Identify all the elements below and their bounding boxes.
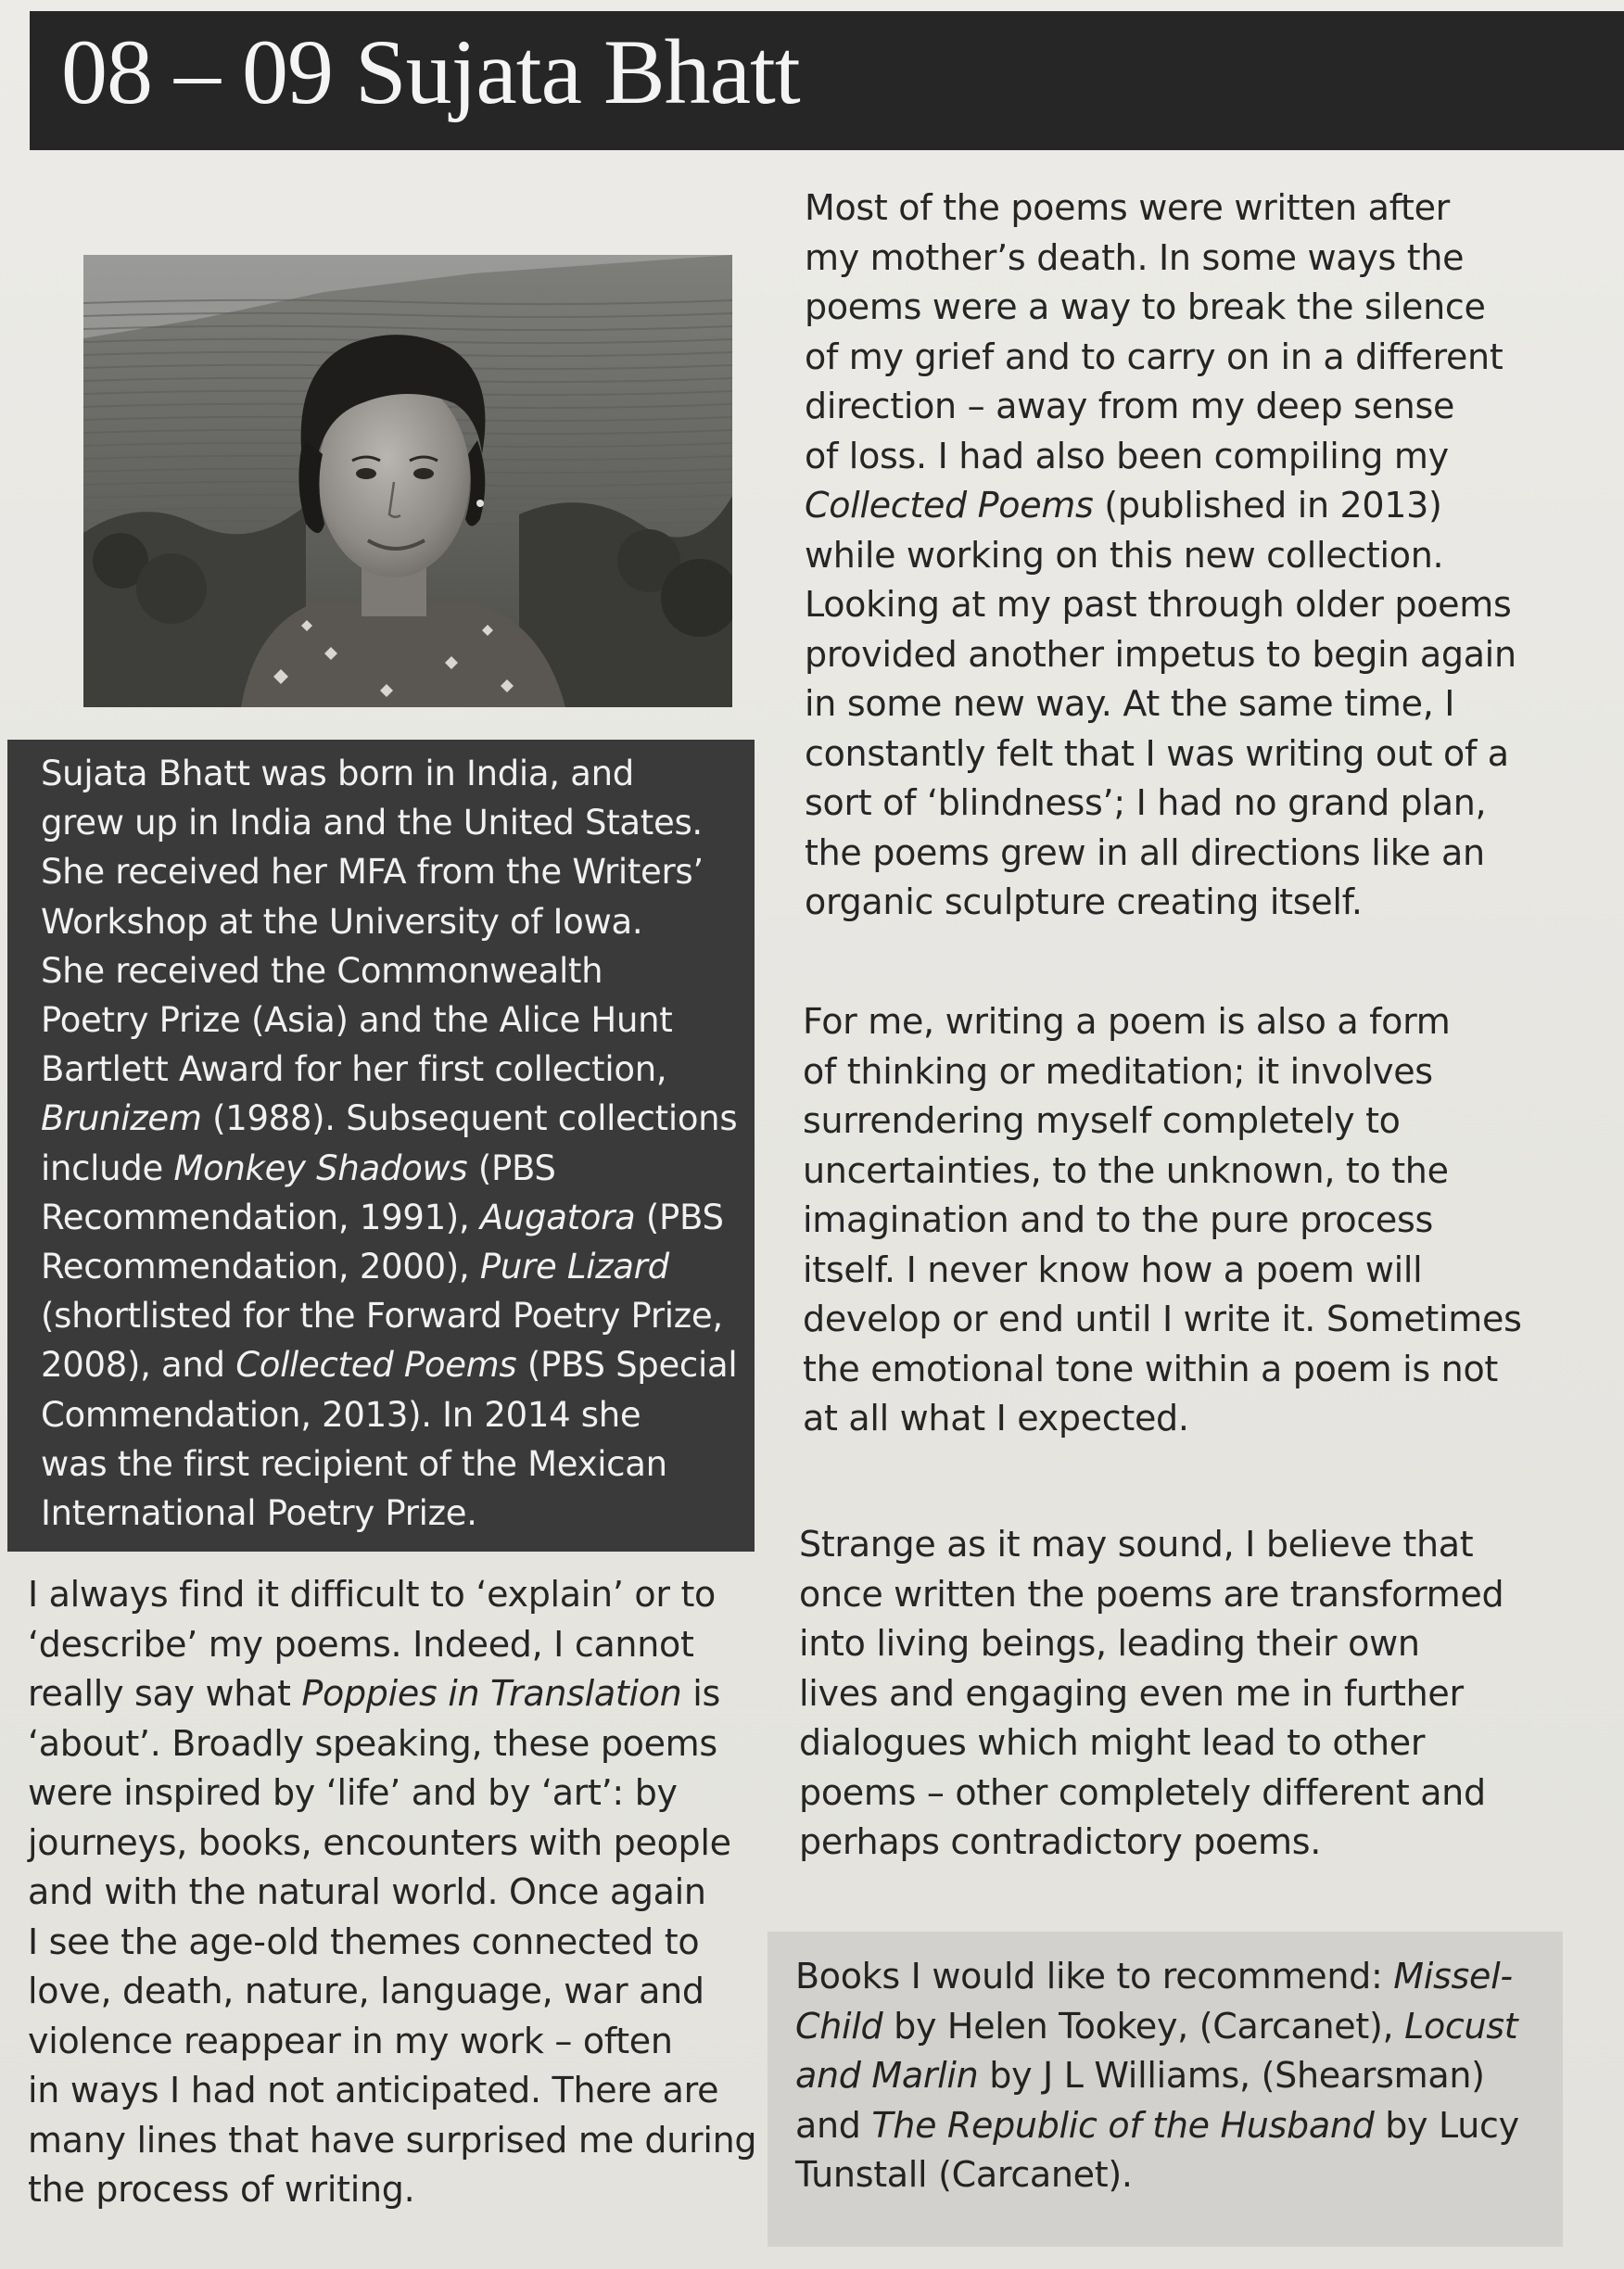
italic-title: and Marlin [795,2055,979,2096]
text-line: were inspired by ‘life’ and by ‘art’: by [28,1772,678,1813]
text-line: develop or end until I write it. Sometimes [803,1299,1522,1339]
text-line: lives and engaging even me in further [799,1672,1464,1714]
italic-title: Monkey Shadows [173,1147,468,1188]
italic-title: Locust [1404,2005,1518,2047]
text-line: poems were a way to break the silence [805,286,1486,327]
text-line: uncertainties, to the unknown, to the [803,1149,1449,1191]
text-line: in some new way. At the same time, I [805,683,1455,724]
text-line: and Marlin by J L Williams, (Shearsman) [795,2055,1485,2096]
text-line: the emotional tone within a poem is not [803,1348,1499,1389]
text-line: itself. I never know how a poem will [803,1249,1423,1290]
text-line: dialogues which might lead to other [799,1722,1426,1763]
text-line: perhaps contradictory poems. [799,1821,1322,1862]
text-line: Tunstall (Carcanet). [795,2154,1133,2195]
text-line: Recommendation, 2000), Pure Lizard [41,1247,669,1287]
text-line: at all what I expected. [803,1398,1189,1439]
page-title: 08 – 09 Sujata Bhatt [61,20,800,123]
text-line: Poetry Prize (Asia) and the Alice Hunt [41,1000,673,1041]
text-line: Recommendation, 1991), Augatora (PBS [41,1197,724,1237]
text-line: of my grief and to carry on in a different [805,336,1503,377]
text-line: violence reappear in my work – often [28,2020,673,2061]
text-line: was the first recipient of the Mexican [41,1443,667,1484]
text-line: She received her MFA from the Writers’ [41,852,704,893]
right-paragraph-2 [803,997,1563,1444]
text-line: Workshop at the University of Iowa. [41,901,643,942]
text-line: while working on this new collection. [805,534,1444,576]
right-paragraph-1 [805,184,1565,928]
text-line: direction – away from my deep sense [805,386,1455,426]
text-line: Collected Poems (published in 2013) [805,485,1442,526]
text-line: the poems grew in all directions like an [805,831,1485,873]
text-line: constantly felt that I was writing out of a [805,732,1509,774]
text-line: organic sculpture creating itself. [805,881,1363,922]
text-line: into living beings, leading their own [799,1623,1420,1664]
text-line: and The Republic of the Husband by Lucy [795,2104,1519,2146]
recommendations-text [795,1952,1537,2200]
text-line: Looking at my past through older poems [805,584,1512,625]
text-line: Sujata Bhatt was born in India, and [41,754,634,793]
text-line: poems – other completely different and [799,1771,1486,1813]
text-line: I see the age-old themes connected to [28,1920,700,1962]
text-line: Child by Helen Tookey, (Carcanet), Locust [795,2005,1518,2047]
text-line: provided another impetus to begin again [805,633,1516,675]
text-line: my mother’s death. In some ways the [805,236,1465,278]
text-line: grew up in India and the United States. [41,803,703,843]
text-line: many lines that have surprised me during [28,2119,757,2161]
text-line: (shortlisted for the Forward Poetry Prize, [41,1296,723,1337]
author-photo [83,255,732,707]
text-line: of loss. I had also been compiling my [805,435,1449,476]
text-line: ‘about’. Broadly speaking, these poems [28,1722,717,1764]
text-line: once written the poems are transformed [799,1573,1504,1615]
text-line: Books I would like to recommend: Missel- [795,1956,1513,1996]
text-line: ‘describe’ my poems. Indeed, I cannot [28,1623,694,1665]
text-line: For me, writing a poem is also a form [803,1001,1451,1042]
italic-title: Collected Poems [235,1345,517,1386]
text-line: Commendation, 2013). In 2014 she [41,1394,641,1435]
text-line: 2008), and Collected Poems (PBS Special [41,1345,738,1386]
italic-title: Poppies in Translation [301,1673,682,1714]
right-paragraph-3 [799,1520,1559,1868]
text-line: in ways I had not anticipated. There are [28,2070,719,2111]
text-line: Brunizem (1988). Subsequent collections [41,1098,738,1139]
text-line: sort of ‘blindness’; I had no grand plan, [805,782,1487,823]
left-paragraph [28,1570,769,2215]
italic-title: Child [795,2005,883,2047]
text-line: include Monkey Shadows (PBS [41,1147,556,1188]
italic-title: Brunizem [41,1098,202,1139]
text-line: of thinking or meditation; it involves [803,1050,1433,1092]
text-line: love, death, nature, language, war and [28,1971,704,2011]
text-line: the process of writing. [28,2169,415,2210]
text-line: Strange as it may sound, I believe that [799,1524,1474,1565]
text-line: Bartlett Award for her first collection, [41,1049,667,1090]
text-line: surrendering myself completely to [803,1100,1401,1141]
text-line: She received the Commonwealth [41,950,603,991]
text-line: Most of the poems were written after [805,187,1451,228]
italic-title: The Republic of the Husband [871,2104,1375,2146]
text-line: imagination and to the pure process [803,1199,1433,1240]
text-line: and with the natural world. Once again [28,1871,706,1912]
text-line: really say what Poppies in Translation is [28,1673,720,1714]
italic-title: Pure Lizard [479,1247,669,1287]
italic-title: Missel- [1393,1956,1513,1996]
text-line: journeys, books, encounters with people [28,1821,731,1863]
text-line: I always find it difficult to ‘explain’ or to [28,1574,716,1615]
italic-title: Augatora [479,1197,636,1237]
italic-title: Collected Poems [805,485,1094,526]
text-line: International Poetry Prize. [41,1493,477,1534]
bio-text [41,749,745,1538]
